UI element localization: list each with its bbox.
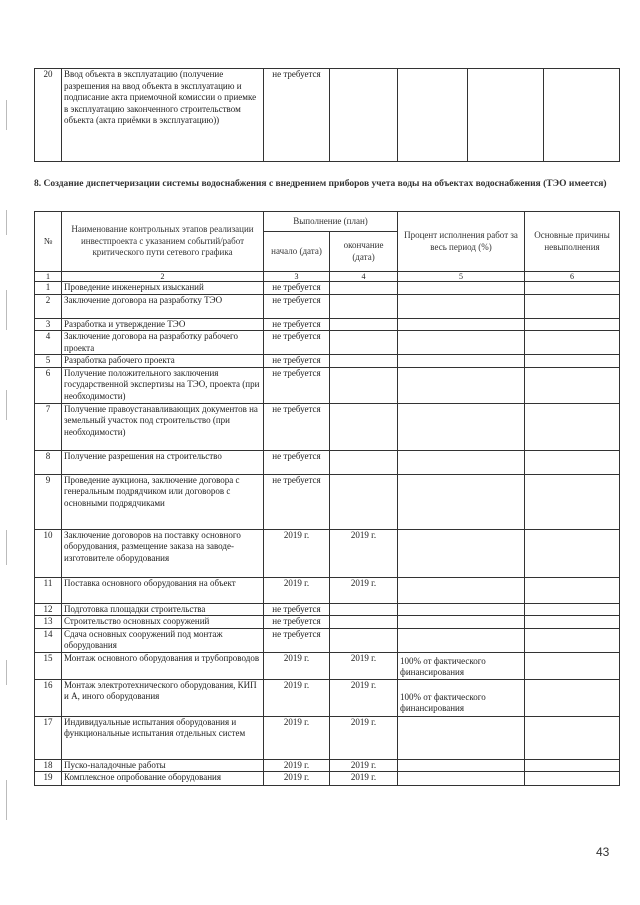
start-date: не требуется <box>264 282 330 295</box>
table-row <box>35 355 620 368</box>
table-row <box>35 294 620 318</box>
row-number: 8 <box>35 450 62 474</box>
start-date: 2019 г. <box>264 652 330 679</box>
end-date <box>330 294 398 318</box>
end-date <box>330 69 398 162</box>
reasons-cell <box>525 652 620 679</box>
end-date: 2019 г. <box>330 577 398 603</box>
continuation-table <box>34 68 620 162</box>
reasons-cell <box>525 616 620 629</box>
reasons-cell <box>525 355 620 368</box>
end-date <box>330 450 398 474</box>
table-row <box>35 716 620 759</box>
end-date: 2019 г. <box>330 529 398 577</box>
end-date: 2019 г. <box>330 679 398 716</box>
table-row <box>35 318 620 331</box>
stage-name: Поставка основного оборудования на объект <box>62 577 264 603</box>
stage-name: Монтаж основного оборудования и трубопроводов <box>62 652 264 679</box>
percent-cell: 100% от фактического финансирования <box>398 679 525 716</box>
start-date: 2019 г. <box>264 577 330 603</box>
stage-name: Ввод объекта в эксплуатацию (получение разрешения на ввод объекта в эксплуатацию и подписание акта приемочной комиссии о приемке в эксплуатацию законченного строительством объекта (акта приёмки в эксплуатацию)) <box>62 69 264 162</box>
row-number: 20 <box>35 69 62 162</box>
table-row <box>35 69 620 162</box>
stage-name: Получение правоустанавливающих документов на земельный участок под строительство (при необходимости) <box>62 403 264 450</box>
percent-cell <box>398 772 525 786</box>
reasons-cell <box>525 577 620 603</box>
table-row <box>35 529 620 577</box>
reasons-cell <box>525 603 620 616</box>
end-date <box>330 355 398 368</box>
percent-cell <box>398 577 525 603</box>
end-date: 2019 г. <box>330 716 398 759</box>
reasons-cell <box>468 69 544 162</box>
table-header-row <box>35 212 620 232</box>
table-row <box>35 652 620 679</box>
header-num: № <box>35 212 62 272</box>
col-index: 5 <box>398 272 525 282</box>
scan-margin-marks <box>4 60 12 880</box>
stage-name: Проведение аукциона, заключение договора с генеральным подрядчиком или договоров с основными подрядчиками <box>62 474 264 529</box>
table-row <box>35 772 620 786</box>
table-row <box>35 450 620 474</box>
start-date: не требуется <box>264 318 330 331</box>
row-number: 6 <box>35 367 62 403</box>
reasons-cell <box>525 529 620 577</box>
end-date <box>330 603 398 616</box>
extra-cell <box>544 69 620 162</box>
end-date: 2019 г. <box>330 759 398 772</box>
reasons-cell <box>525 450 620 474</box>
section-heading: 8. Создание диспетчеризации системы водоснабжения с внедрением приборов учета воды на объектах водоснабжения (ТЭО имеется) <box>34 179 607 189</box>
reasons-cell <box>525 282 620 295</box>
percent-cell <box>398 367 525 403</box>
table-row <box>35 628 620 652</box>
stage-name: Монтаж электротехнического оборудования, КИП и А, иного оборудования <box>62 679 264 716</box>
start-date: не требуется <box>264 294 330 318</box>
percent-cell <box>398 69 468 162</box>
table-row <box>35 282 620 295</box>
stage-name: Получение разрешения на строительство <box>62 450 264 474</box>
stage-name: Строительство основных сооружений <box>62 616 264 629</box>
reasons-cell <box>525 759 620 772</box>
percent-cell <box>398 403 525 450</box>
row-number: 1 <box>35 282 62 295</box>
row-number: 14 <box>35 628 62 652</box>
reasons-cell <box>525 474 620 529</box>
reasons-cell <box>525 331 620 355</box>
start-date: 2019 г. <box>264 759 330 772</box>
stage-name: Получение положительного заключения государственной экспертизы на ТЭО, проекта (при необходимости) <box>62 367 264 403</box>
start-date: не требуется <box>264 603 330 616</box>
col-index: 3 <box>264 272 330 282</box>
reasons-cell <box>525 367 620 403</box>
row-number: 16 <box>35 679 62 716</box>
start-date: не требуется <box>264 616 330 629</box>
percent-cell <box>398 318 525 331</box>
start-date: 2019 г. <box>264 679 330 716</box>
row-number: 18 <box>35 759 62 772</box>
percent-cell <box>398 282 525 295</box>
header-percent: Процент исполнения работ за весь период (%) <box>398 212 525 272</box>
row-number: 9 <box>35 474 62 529</box>
percent-cell <box>398 331 525 355</box>
percent-cell <box>398 355 525 368</box>
row-number: 3 <box>35 318 62 331</box>
stage-name: Пуско-наладочные работы <box>62 759 264 772</box>
reasons-cell <box>525 772 620 786</box>
end-date <box>330 628 398 652</box>
col-index: 4 <box>330 272 398 282</box>
page-number: 43 <box>596 845 610 859</box>
start-date: 2019 г. <box>264 529 330 577</box>
row-number: 5 <box>35 355 62 368</box>
reasons-cell <box>525 318 620 331</box>
table-row <box>35 616 620 629</box>
table-body <box>35 282 620 786</box>
start-date: не требуется <box>264 355 330 368</box>
stage-name: Сдача основных сооружений под монтаж оборудования <box>62 628 264 652</box>
stage-name: Комплексное опробование оборудования <box>62 772 264 786</box>
stage-name: Заключение договора на разработку ТЭО <box>62 294 264 318</box>
stage-name: Разработка и утверждение ТЭО <box>62 318 264 331</box>
row-number: 2 <box>35 294 62 318</box>
percent-cell <box>398 628 525 652</box>
end-date: 2019 г. <box>330 652 398 679</box>
table-row <box>35 367 620 403</box>
table-row <box>35 331 620 355</box>
header-start: начало (дата) <box>264 232 330 272</box>
row-number: 10 <box>35 529 62 577</box>
percent-cell <box>398 603 525 616</box>
percent-cell <box>398 294 525 318</box>
start-date: не требуется <box>264 474 330 529</box>
start-date: не требуется <box>264 628 330 652</box>
end-date <box>330 403 398 450</box>
stage-name: Проведение инженерных изысканий <box>62 282 264 295</box>
header-reasons: Основные причины невыполнения <box>525 212 620 272</box>
percent-cell <box>398 759 525 772</box>
row-number: 17 <box>35 716 62 759</box>
col-index: 1 <box>35 272 62 282</box>
reasons-cell <box>525 294 620 318</box>
end-date <box>330 318 398 331</box>
percent-cell: 100% от фактического финансирования <box>398 652 525 679</box>
stage-name: Заключение договора на разработку рабочего проекта <box>62 331 264 355</box>
end-date <box>330 331 398 355</box>
start-date: 2019 г. <box>264 716 330 759</box>
row-number: 13 <box>35 616 62 629</box>
row-number: 15 <box>35 652 62 679</box>
table-row <box>35 474 620 529</box>
row-number: 7 <box>35 403 62 450</box>
end-date <box>330 474 398 529</box>
header-stage: Наименование контрольных этапов реализации инвестпроекта с указанием событий/работ критического пути сетевого графика <box>62 212 264 272</box>
end-date: 2019 г. <box>330 772 398 786</box>
schedule-table <box>34 211 620 786</box>
reasons-cell <box>525 628 620 652</box>
stage-name: Заключение договоров на поставку основного оборудования, размещение заказа на заводе-изготовителе оборудования <box>62 529 264 577</box>
percent-cell <box>398 529 525 577</box>
start-date: не требуется <box>264 69 330 162</box>
reasons-cell <box>525 716 620 759</box>
table-row <box>35 403 620 450</box>
table-row <box>35 759 620 772</box>
stage-name: Индивидуальные испытания оборудования и функциональные испытания отдельных систем <box>62 716 264 759</box>
col-index: 6 <box>525 272 620 282</box>
start-date: не требуется <box>264 450 330 474</box>
row-number: 19 <box>35 772 62 786</box>
header-execution: Выполнение (план) <box>264 212 398 232</box>
table-row <box>35 679 620 716</box>
end-date <box>330 282 398 295</box>
percent-cell <box>398 716 525 759</box>
start-date: 2019 г. <box>264 772 330 786</box>
row-number: 11 <box>35 577 62 603</box>
row-number: 12 <box>35 603 62 616</box>
reasons-cell <box>525 403 620 450</box>
column-index-row <box>35 272 620 282</box>
table-row <box>35 577 620 603</box>
percent-cell <box>398 616 525 629</box>
table-row <box>35 603 620 616</box>
end-date <box>330 367 398 403</box>
start-date: не требуется <box>264 403 330 450</box>
percent-cell <box>398 474 525 529</box>
start-date: не требуется <box>264 331 330 355</box>
col-index: 2 <box>62 272 264 282</box>
row-number: 4 <box>35 331 62 355</box>
end-date <box>330 616 398 629</box>
start-date: не требуется <box>264 367 330 403</box>
stage-name: Подготовка площадки строительства <box>62 603 264 616</box>
reasons-cell <box>525 679 620 716</box>
header-end: окончание (дата) <box>330 232 398 272</box>
stage-name: Разработка рабочего проекта <box>62 355 264 368</box>
percent-cell <box>398 450 525 474</box>
